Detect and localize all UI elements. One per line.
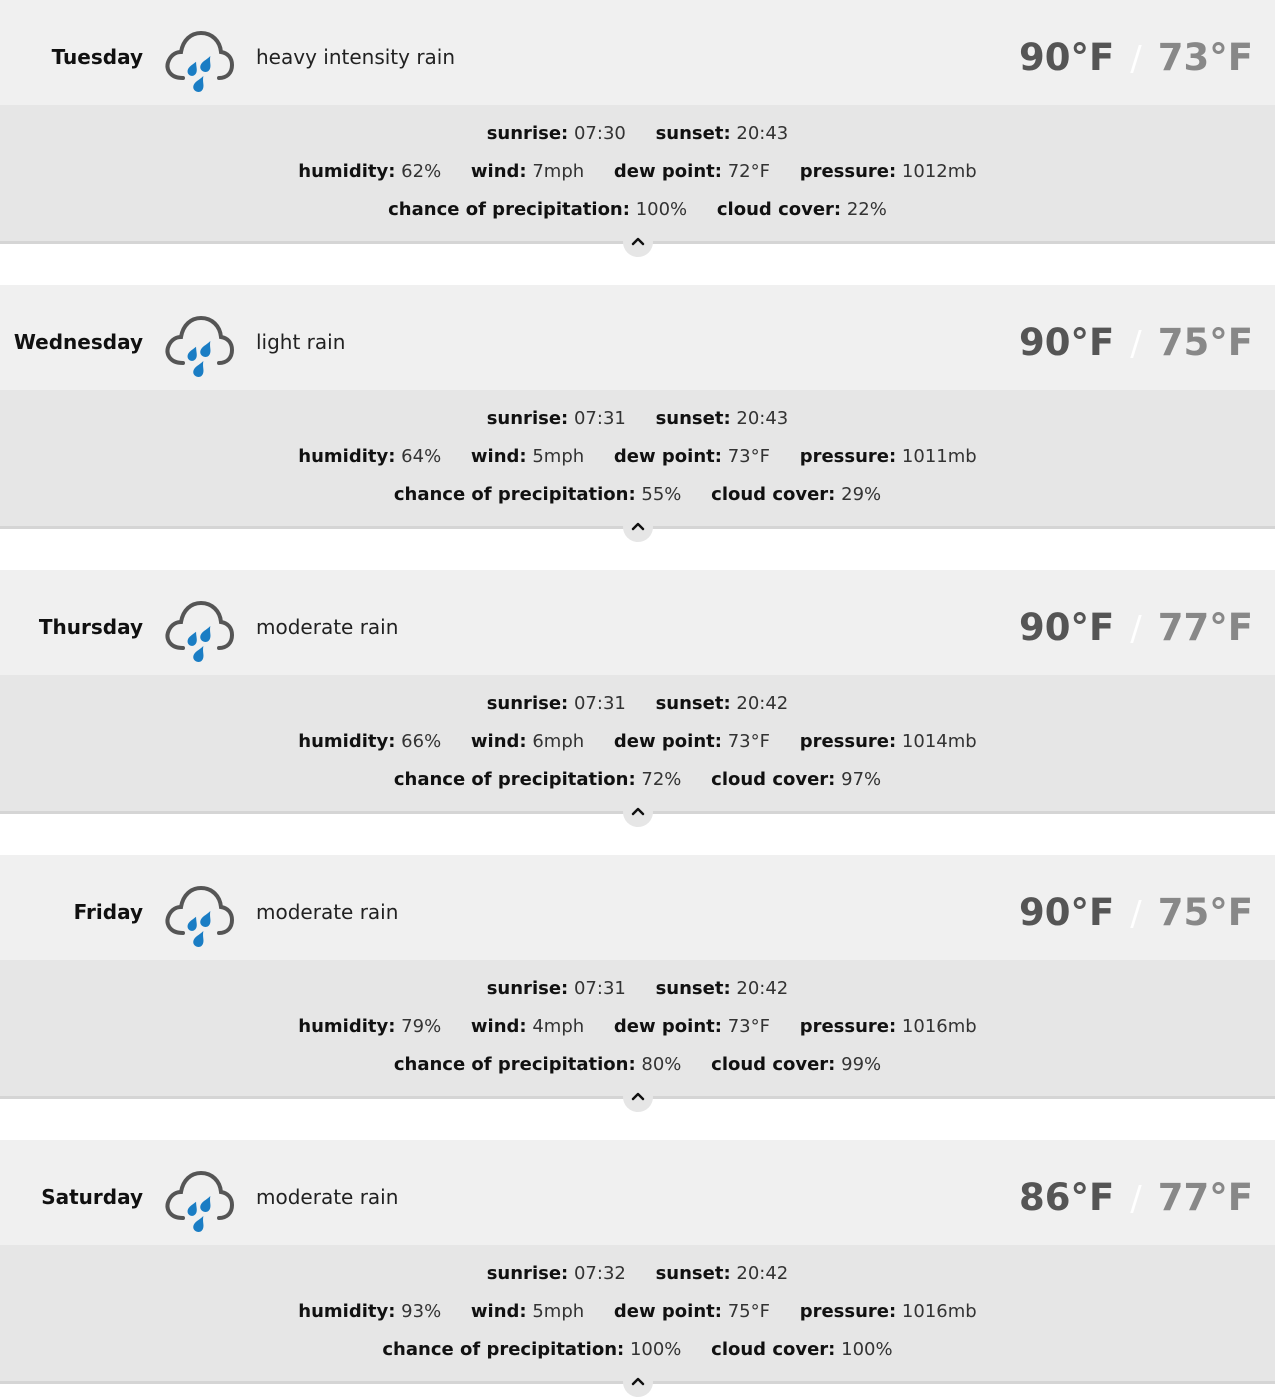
dew-point-value: 75°F: [727, 1301, 770, 1322]
precipitation-label: chance of precipitation:: [393, 1054, 636, 1075]
temperature-separator: /: [1130, 324, 1142, 364]
day-details-panel: [0, 960, 1275, 1099]
day-summary-row[interactable]: [0, 0, 1275, 105]
cloud-cover-label: cloud cover:: [711, 484, 836, 505]
humidity-item: [298, 1301, 441, 1322]
rain-cloud-icon: [163, 313, 235, 379]
precipitation-row: [0, 1054, 1275, 1075]
precipitation-value: 100%: [629, 1339, 682, 1360]
chevron-up-icon: [631, 1091, 645, 1101]
low-temperature: 77°F: [1157, 606, 1253, 649]
humidity-value: 66%: [401, 731, 442, 752]
cloud-cover-label: cloud cover:: [711, 1054, 836, 1075]
temperature-range: [1019, 1140, 1253, 1245]
sunrise-value: 07:31: [573, 693, 626, 714]
conditions-row: [0, 1016, 1275, 1037]
collapse-toggle-button[interactable]: [623, 797, 653, 827]
cloud-cover-value: 99%: [841, 1054, 882, 1075]
collapse-toggle-button[interactable]: [623, 1367, 653, 1397]
day-name: Saturday: [41, 1185, 143, 1209]
chevron-up-icon: [631, 806, 645, 816]
precipitation-label: chance of precipitation:: [393, 484, 636, 505]
collapse-toggle-button[interactable]: [623, 1082, 653, 1112]
temperature-separator: /: [1130, 1179, 1142, 1219]
sunset-value: 20:43: [736, 408, 789, 429]
cloud-cover-item: [711, 769, 881, 790]
humidity-value: 62%: [401, 161, 442, 182]
wind-item: [471, 731, 584, 752]
day-name: Tuesday: [51, 45, 143, 69]
pressure-value: 1016mb: [901, 1016, 977, 1037]
high-temperature: 90°F: [1019, 321, 1115, 364]
pressure-item: [800, 731, 977, 752]
sunrise-item: [487, 1263, 626, 1284]
temperature-separator: /: [1130, 39, 1142, 79]
day-details-panel: [0, 105, 1275, 244]
sunset-label: sunset:: [655, 693, 731, 714]
humidity-label: humidity:: [298, 1301, 396, 1322]
precipitation-item: [394, 1054, 682, 1075]
precipitation-row: [0, 484, 1275, 505]
sunset-label: sunset:: [655, 123, 731, 144]
day-name: Wednesday: [13, 330, 143, 354]
sun-times-row: [0, 408, 1275, 429]
temperature-range: [1019, 570, 1253, 675]
chevron-up-icon: [631, 521, 645, 531]
sunset-item: [656, 408, 789, 429]
cloud-cover-value: 22%: [846, 199, 887, 220]
pressure-value: 1014mb: [901, 731, 977, 752]
humidity-label: humidity:: [298, 731, 396, 752]
temperature-range: [1019, 0, 1253, 105]
day-name: Thursday: [38, 615, 143, 639]
pressure-item: [800, 1016, 977, 1037]
high-temperature: 90°F: [1019, 891, 1115, 934]
day-summary-row[interactable]: [0, 1140, 1275, 1245]
dew-point-label: dew point:: [613, 1016, 722, 1037]
sunset-value: 20:42: [736, 1263, 789, 1284]
weather-condition: moderate rain: [256, 615, 399, 639]
humidity-value: 64%: [401, 446, 442, 467]
wind-value: 6mph: [532, 731, 585, 752]
pressure-label: pressure:: [799, 446, 897, 467]
collapse-toggle-button[interactable]: [623, 227, 653, 257]
conditions-row: [0, 446, 1275, 467]
sunrise-value: 07:31: [573, 978, 626, 999]
temperature-range: [1019, 285, 1253, 390]
day-details-panel: [0, 1245, 1275, 1384]
cloud-cover-item: [711, 484, 881, 505]
humidity-item: [298, 731, 441, 752]
rain-cloud-icon: [163, 28, 235, 94]
conditions-row: [0, 731, 1275, 752]
wind-label: wind:: [470, 1016, 527, 1037]
sunset-label: sunset:: [655, 408, 731, 429]
cloud-cover-label: cloud cover:: [711, 769, 836, 790]
weather-condition: light rain: [256, 330, 346, 354]
temperature-range: [1019, 855, 1253, 960]
pressure-value: 1011mb: [901, 446, 977, 467]
humidity-label: humidity:: [298, 446, 396, 467]
sunrise-value: 07:31: [573, 408, 626, 429]
sunset-value: 20:43: [736, 123, 789, 144]
precipitation-value: 80%: [641, 1054, 682, 1075]
precipitation-item: [382, 1339, 681, 1360]
dew-point-label: dew point:: [613, 446, 722, 467]
sunrise-label: sunrise:: [486, 693, 569, 714]
wind-item: [471, 1301, 584, 1322]
precipitation-item: [388, 199, 687, 220]
wind-item: [471, 446, 584, 467]
sunset-label: sunset:: [655, 978, 731, 999]
humidity-value: 93%: [401, 1301, 442, 1322]
precipitation-row: [0, 199, 1275, 220]
precipitation-row: [0, 1339, 1275, 1360]
sunrise-value: 07:30: [573, 123, 626, 144]
day-summary-row[interactable]: [0, 285, 1275, 390]
weather-condition: heavy intensity rain: [256, 45, 456, 69]
pressure-label: pressure:: [799, 731, 897, 752]
sun-times-row: [0, 978, 1275, 999]
sunset-value: 20:42: [736, 978, 789, 999]
cloud-cover-value: 29%: [841, 484, 882, 505]
sunrise-item: [487, 408, 626, 429]
sun-times-row: [0, 123, 1275, 144]
sunrise-value: 07:32: [573, 1263, 626, 1284]
humidity-value: 79%: [401, 1016, 442, 1037]
wind-item: [471, 161, 584, 182]
precipitation-row: [0, 769, 1275, 790]
sun-times-row: [0, 693, 1275, 714]
wind-value: 4mph: [532, 1016, 585, 1037]
wind-label: wind:: [470, 731, 527, 752]
collapse-toggle-button[interactable]: [623, 512, 653, 542]
precipitation-item: [394, 769, 682, 790]
precipitation-label: chance of precipitation:: [382, 1339, 625, 1360]
pressure-value: 1016mb: [901, 1301, 977, 1322]
high-temperature: 86°F: [1019, 1176, 1115, 1219]
low-temperature: 75°F: [1157, 891, 1253, 934]
cloud-cover-label: cloud cover:: [716, 199, 842, 220]
wind-label: wind:: [470, 161, 527, 182]
humidity-item: [298, 161, 441, 182]
wind-value: 5mph: [532, 1301, 585, 1322]
sunrise-label: sunrise:: [486, 123, 569, 144]
day-details-panel: [0, 675, 1275, 814]
precipitation-label: chance of precipitation:: [388, 199, 630, 220]
precipitation-value: 100%: [635, 199, 688, 220]
weather-condition: moderate rain: [256, 900, 399, 924]
sunrise-label: sunrise:: [486, 1263, 569, 1284]
weather-condition: moderate rain: [256, 1185, 399, 1209]
cloud-cover-label: cloud cover:: [711, 1339, 836, 1360]
dew-point-value: 73°F: [727, 731, 770, 752]
day-name: Friday: [73, 900, 143, 924]
wind-label: wind:: [470, 446, 527, 467]
pressure-label: pressure:: [799, 1016, 897, 1037]
low-temperature: 73°F: [1157, 36, 1253, 79]
wind-item: [471, 1016, 584, 1037]
dew-point-value: 73°F: [727, 446, 770, 467]
dew-point-item: [614, 161, 770, 182]
humidity-label: humidity:: [298, 161, 396, 182]
sunrise-item: [487, 123, 626, 144]
precipitation-label: chance of precipitation:: [393, 769, 636, 790]
dew-point-item: [614, 446, 770, 467]
cloud-cover-value: 97%: [841, 769, 882, 790]
dew-point-value: 73°F: [727, 1016, 770, 1037]
precipitation-item: [394, 484, 682, 505]
sunset-item: [656, 693, 789, 714]
dew-point-item: [614, 1016, 770, 1037]
cloud-cover-item: [717, 199, 887, 220]
sunrise-label: sunrise:: [486, 978, 569, 999]
sunrise-label: sunrise:: [486, 408, 569, 429]
sunset-item: [656, 123, 789, 144]
wind-label: wind:: [470, 1301, 527, 1322]
high-temperature: 90°F: [1019, 36, 1115, 79]
chevron-up-icon: [631, 1376, 645, 1386]
sunset-item: [656, 1263, 789, 1284]
cloud-cover-item: [711, 1339, 892, 1360]
day-summary-row[interactable]: [0, 855, 1275, 960]
dew-point-item: [614, 731, 770, 752]
precipitation-value: 72%: [641, 769, 682, 790]
dew-point-value: 72°F: [727, 161, 770, 182]
precipitation-value: 55%: [641, 484, 682, 505]
high-temperature: 90°F: [1019, 606, 1115, 649]
pressure-value: 1012mb: [901, 161, 977, 182]
pressure-item: [800, 446, 977, 467]
day-summary-row[interactable]: [0, 570, 1275, 675]
humidity-label: humidity:: [298, 1016, 396, 1037]
sunset-label: sunset:: [655, 1263, 731, 1284]
low-temperature: 77°F: [1157, 1176, 1253, 1219]
sunset-value: 20:42: [736, 693, 789, 714]
cloud-cover-item: [711, 1054, 881, 1075]
dew-point-label: dew point:: [613, 731, 722, 752]
low-temperature: 75°F: [1157, 321, 1253, 364]
wind-value: 5mph: [532, 446, 585, 467]
dew-point-label: dew point:: [613, 161, 722, 182]
pressure-label: pressure:: [799, 1301, 897, 1322]
pressure-item: [800, 161, 977, 182]
sunrise-item: [487, 978, 626, 999]
temperature-separator: /: [1130, 894, 1142, 934]
humidity-item: [298, 446, 441, 467]
day-details-panel: [0, 390, 1275, 529]
conditions-row: [0, 1301, 1275, 1322]
wind-value: 7mph: [532, 161, 585, 182]
conditions-row: [0, 161, 1275, 182]
cloud-cover-value: 100%: [841, 1339, 893, 1360]
rain-cloud-icon: [163, 883, 235, 949]
sunset-item: [656, 978, 789, 999]
rain-cloud-icon: [163, 1168, 235, 1234]
dew-point-item: [614, 1301, 770, 1322]
sunrise-item: [487, 693, 626, 714]
sun-times-row: [0, 1263, 1275, 1284]
humidity-item: [298, 1016, 441, 1037]
temperature-separator: /: [1130, 609, 1142, 649]
dew-point-label: dew point:: [613, 1301, 722, 1322]
chevron-up-icon: [631, 236, 645, 246]
pressure-label: pressure:: [799, 161, 897, 182]
rain-cloud-icon: [163, 598, 235, 664]
pressure-item: [800, 1301, 977, 1322]
